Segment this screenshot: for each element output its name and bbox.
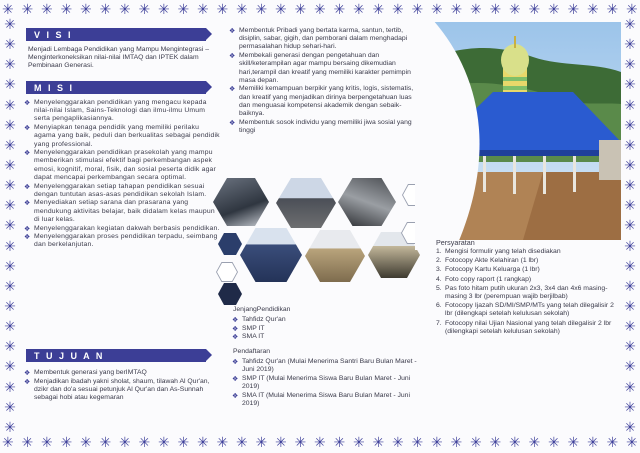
border-star-icon: ✳: [392, 435, 404, 451]
border-star-icon: ✳: [624, 37, 636, 54]
border-star-icon: ✳: [392, 2, 404, 18]
pendaftaran-item: ❖ SMP IT (Mulai Menerima Siswa Baru Bulan Maret - Juni 2019): [232, 375, 420, 391]
misi-heading: M I S I: [26, 81, 206, 94]
border-star-icon: ✳: [41, 435, 53, 451]
border-star-icon: ✳: [4, 298, 16, 315]
border-star-icon: ✳: [314, 435, 326, 451]
hex-outline: [216, 262, 238, 282]
border-star-icon: ✳: [624, 298, 636, 315]
border-star-icon: ✳: [626, 435, 638, 451]
hex-photo: [213, 178, 269, 226]
border-star-icon: ✳: [624, 77, 636, 94]
border-star-icon: ✳: [2, 2, 14, 18]
border-star-icon: ✳: [4, 258, 16, 275]
persyaratan-item: 4. Foto copy raport (1 rangkap): [436, 275, 532, 283]
border-star-icon: ✳: [624, 258, 636, 275]
pendaftaran-list: [232, 358, 420, 409]
border-star-icon: ✳: [80, 435, 92, 451]
persyaratan-item: 7. Fotocopy nilai Ujian Nasional yang telah dilegalisir 2 lbr (dilengkapi setelah kelulusan sekolah): [436, 319, 612, 335]
border-star-icon: ✳: [216, 435, 229, 451]
border-star-icon: ✳: [450, 2, 463, 18]
jenjang-label: JenjangPendidikan: [233, 306, 291, 313]
border-star-icon: ✳: [624, 198, 636, 215]
border-star-icon: ✳: [197, 435, 209, 451]
border-star-icon: ✳: [353, 435, 365, 451]
border-star-icon: ✳: [567, 2, 580, 18]
border-star-icon: ✳: [606, 435, 619, 451]
persyaratan-title: Persyaratan: [436, 238, 475, 247]
hex-photo: [338, 178, 396, 226]
tujuan-item: ❖ Membentuk Pribadi yang bertata karma, santun, tertib, disiplin, sabar, gigih, dan pemborani dalam menghadapi permasalahan hidup sehari-hari.: [229, 27, 421, 52]
persyaratan-item-text: Pas foto hitam putih ukuran 2x3, 3x4 dan 4x6 masing-masing 3 lbr (perempuan wajib berjilbab): [445, 284, 608, 301]
border-star-icon: ✳: [138, 435, 151, 451]
visi-heading: V I S I: [26, 28, 206, 41]
border-star-icon: ✳: [80, 2, 92, 18]
border-star-icon: ✳: [4, 77, 16, 94]
visi-text: Menjadi Lembaga Pendidikan yang Mampu Mengintegrasi – Menginterkoneksikan nilai-nilai IMTAQ dan IPTEK dalam Pembinaan Generasi.: [28, 46, 209, 70]
border-star-icon: ✳: [4, 137, 16, 154]
border-star-icon: ✳: [528, 435, 541, 451]
border-star-icon: ✳: [624, 97, 636, 114]
border-star-icon: ✳: [4, 97, 16, 114]
persyaratan-item: 1. Mengisi formulir yang telah disediakan: [436, 248, 561, 255]
tujuan-heading: T U J U A N: [26, 349, 206, 362]
border-star-icon: ✳: [314, 2, 326, 18]
border-star-icon: ✳: [4, 57, 16, 74]
border-star-icon: ✳: [624, 359, 636, 376]
border-star-icon: ✳: [216, 2, 229, 18]
border-star-icon: ✳: [4, 359, 16, 376]
hex-photo: [240, 228, 302, 282]
border-star-icon: ✳: [4, 17, 16, 33]
right-border: [620, 18, 640, 435]
border-star-icon: ✳: [99, 435, 112, 451]
border-star-icon: ✳: [431, 435, 443, 451]
border-star-icon: ✳: [372, 2, 385, 18]
border-star-icon: ✳: [626, 2, 638, 18]
border-star-icon: ✳: [158, 435, 170, 451]
border-star-icon: ✳: [509, 2, 521, 18]
border-star-icon: ✳: [489, 435, 502, 451]
border-star-icon: ✳: [21, 2, 34, 18]
border-star-icon: ✳: [624, 157, 636, 174]
border-star-icon: ✳: [119, 435, 131, 451]
border-star-icon: ✳: [236, 2, 248, 18]
border-star-icon: ✳: [4, 379, 16, 396]
border-star-icon: ✳: [158, 2, 170, 18]
border-star-icon: ✳: [353, 2, 365, 18]
border-star-icon: ✳: [333, 2, 346, 18]
border-star-icon: ✳: [489, 2, 502, 18]
bottom-border: [0, 433, 640, 453]
border-star-icon: ✳: [4, 218, 16, 235]
border-star-icon: ✳: [470, 435, 482, 451]
hex-photo: [218, 283, 242, 305]
pendaftaran-item: ❖ SMA IT (Mulai Menerima Siswa Baru Bulan Maret - Juni 2019): [232, 392, 420, 408]
border-star-icon: ✳: [60, 2, 73, 18]
border-star-icon: ✳: [4, 339, 16, 356]
border-star-icon: ✳: [624, 17, 636, 33]
jenjang-item: ❖ SMP IT: [232, 325, 422, 333]
border-star-icon: ✳: [587, 435, 599, 451]
border-star-icon: ✳: [255, 435, 268, 451]
border-star-icon: ✳: [99, 2, 112, 18]
border-star-icon: ✳: [509, 435, 521, 451]
persyaratan-item-text: Mengisi formulir yang telah disediakan: [445, 248, 561, 255]
misi-item: ❖ Menyiapkan tenaga pendidik yang memiliki perilaku agama yang baik, peduli dan berkualitas sebagai pendidik yang professional.: [24, 124, 220, 149]
border-star-icon: ✳: [624, 137, 636, 154]
persyaratan-item: 3. Fotocopy Kartu Keluarga (1 lbr): [436, 266, 540, 274]
border-star-icon: ✳: [119, 2, 131, 18]
photo-curve-overlay: [415, 20, 505, 250]
pendaftaran-item: ❖ Tahfidz Qur'an (Mulai Menerima Santri Baru Bulan Maret - Juni 2019): [232, 358, 420, 374]
border-star-icon: ✳: [4, 238, 16, 255]
hex-photo: [218, 233, 242, 255]
border-star-icon: ✳: [450, 435, 463, 451]
border-star-icon: ✳: [548, 2, 560, 18]
persyaratan-item: 5. Pas foto hitam putih ukuran 2x3, 3x4 dan 4x6 masing-masing 3 lbr (perempuan wajib berjilbab): [436, 284, 608, 301]
persyaratan-item-text: Fotocopy Akte Kelahiran (1 lbr): [445, 257, 539, 265]
border-star-icon: ✳: [624, 218, 636, 235]
hex-photo: [276, 178, 336, 228]
border-star-icon: ✳: [21, 435, 34, 451]
border-star-icon: ✳: [2, 435, 14, 451]
border-star-icon: ✳: [411, 435, 424, 451]
border-star-icon: ✳: [567, 435, 580, 451]
border-star-icon: ✳: [4, 157, 16, 174]
border-star-icon: ✳: [60, 435, 73, 451]
jenjang-list: [232, 316, 422, 342]
tujuan-list: [24, 369, 220, 403]
border-star-icon: ✳: [255, 2, 268, 18]
border-star-icon: ✳: [294, 2, 307, 18]
border-star-icon: ✳: [138, 2, 151, 18]
border-star-icon: ✳: [624, 238, 636, 255]
border-star-icon: ✳: [624, 399, 636, 416]
jenjang-item: ❖ Tahfidz Qur'an: [232, 316, 422, 324]
border-star-icon: ✳: [177, 435, 190, 451]
persyaratan-list: [436, 248, 616, 336]
misi-item: ❖ Menyelenggarakan setiap tahapan pendidikan sesuai dengan tuntutan asas-asas pendidikan sekolah Islam.: [24, 183, 220, 199]
border-star-icon: ✳: [275, 2, 287, 18]
persyaratan-item-text: Fotocopy nilai Ujian Nasional yang telah dilegalisir 2 lbr (dilengkapi setelah kelulusan sekolah): [445, 319, 612, 335]
tujuan-item: ❖ Membekali generasi dengan pengetahuan dan skill/keterampilan agar mampu bersaing dikemudian hari,terampil dan kreatif yang memiliki karakter pemimpin masa depan.: [229, 52, 421, 85]
border-star-icon: ✳: [4, 198, 16, 215]
border-star-icon: ✳: [294, 435, 307, 451]
hex-photo: [305, 230, 365, 282]
border-star-icon: ✳: [624, 117, 636, 134]
left-border: [0, 18, 20, 435]
persyaratan-section: [436, 238, 616, 337]
persyaratan-item-text: Foto copy raport (1 rangkap): [445, 275, 532, 283]
border-star-icon: ✳: [372, 435, 385, 451]
misi-item: ❖ Menyelenggarakan pendidikan prasekolah yang mampu memberikan stimulasi efektif bagi perkembangan aspek emosi, kognitif, moral, fisik, dan sosial peserta didik agar dapat mencapai perkembangan secara optimal.: [24, 149, 220, 182]
border-star-icon: ✳: [548, 435, 560, 451]
misi-item: ❖ Menyelenggarakan pendidikan yang mengacu kepada nilai-nilai Islam, Sains-Teknologi dan ilmu-ilmu Umum serta pengaplikasiannya.: [24, 99, 220, 124]
border-star-icon: ✳: [41, 2, 53, 18]
misi-item: ❖ Menyelenggarakan proses pendidikan terpadu, seimbang dan berkelanjutan.: [24, 233, 220, 249]
top-border: [0, 0, 640, 20]
border-star-icon: ✳: [528, 2, 541, 18]
border-star-icon: ✳: [4, 419, 16, 436]
border-star-icon: ✳: [587, 2, 599, 18]
border-star-icon: ✳: [4, 117, 16, 134]
border-star-icon: ✳: [4, 178, 16, 195]
border-star-icon: ✳: [4, 278, 16, 295]
border-star-icon: ✳: [624, 339, 636, 356]
misi-list: [24, 99, 220, 250]
persyaratan-item: 2. Fotocopy Akte Kelahiran (1 lbr): [436, 257, 539, 265]
border-star-icon: ✳: [411, 2, 424, 18]
tujuan-item: ❖ Menjadikan ibadah yakni sholat, shaum, tilawah Al Qur'an, dzikr dan do'a sesuai petunjuk Al Qur'an dan As-Sunnah sebagai hobi atau kegemaran: [24, 378, 220, 403]
tujuan-item: ❖ Membentuk generasi yang berIMTAQ: [24, 369, 220, 377]
persyaratan-item-text: Fotocopy Ijazah SD/MI/SMP/MTs yang telah dilegalisir 2 lbr (dilengkapi setelah kelulusan sekolah): [445, 302, 614, 318]
tujuan-item: ❖ Memiliki kemampuan berpikir yang kritis, logis, sistematis, dan kreatif yang menjadikan dirinya berpengetahuan luas dan menguasai kompetensi akademik dengan sebaik-baiknya.: [229, 85, 421, 118]
tujuan-item: ❖ Membentuk sosok individu yang memiliki jiwa sosial yang tinggi: [229, 119, 421, 135]
border-star-icon: ✳: [4, 319, 16, 336]
persyaratan-item-text: Fotocopy Kartu Keluarga (1 lbr): [445, 266, 540, 274]
pendaftaran-label: Pendaftaran: [233, 348, 271, 355]
border-star-icon: ✳: [177, 2, 190, 18]
border-star-icon: ✳: [236, 435, 248, 451]
border-star-icon: ✳: [624, 178, 636, 195]
misi-item: ❖ Menyediakan setiap sarana dan prasarana yang mendukung aktivitas belajar, baik didalam kelas maupun di luar kelas.: [24, 199, 220, 224]
border-star-icon: ✳: [624, 319, 636, 336]
border-star-icon: ✳: [275, 435, 287, 451]
border-star-icon: ✳: [4, 37, 16, 54]
border-star-icon: ✳: [4, 399, 16, 416]
jenjang-item: ❖ SMA IT: [232, 333, 422, 341]
border-star-icon: ✳: [470, 2, 482, 18]
border-star-icon: ✳: [333, 435, 346, 451]
border-star-icon: ✳: [624, 278, 636, 295]
border-star-icon: ✳: [431, 2, 443, 18]
border-star-icon: ✳: [197, 2, 209, 18]
border-star-icon: ✳: [624, 419, 636, 436]
persyaratan-item: 6. Fotocopy Ijazah SD/MI/SMP/MTs yang telah dilegalisir 2 lbr (dilengkapi setelah kelulusan sekolah): [436, 302, 614, 318]
border-star-icon: ✳: [624, 57, 636, 74]
border-star-icon: ✳: [606, 2, 619, 18]
tujuan-continued-list: [229, 27, 421, 136]
misi-item: ❖ Menyelenggarakan kegiatan dakwah berbasis pendidikan.: [24, 225, 220, 233]
border-star-icon: ✳: [624, 379, 636, 396]
